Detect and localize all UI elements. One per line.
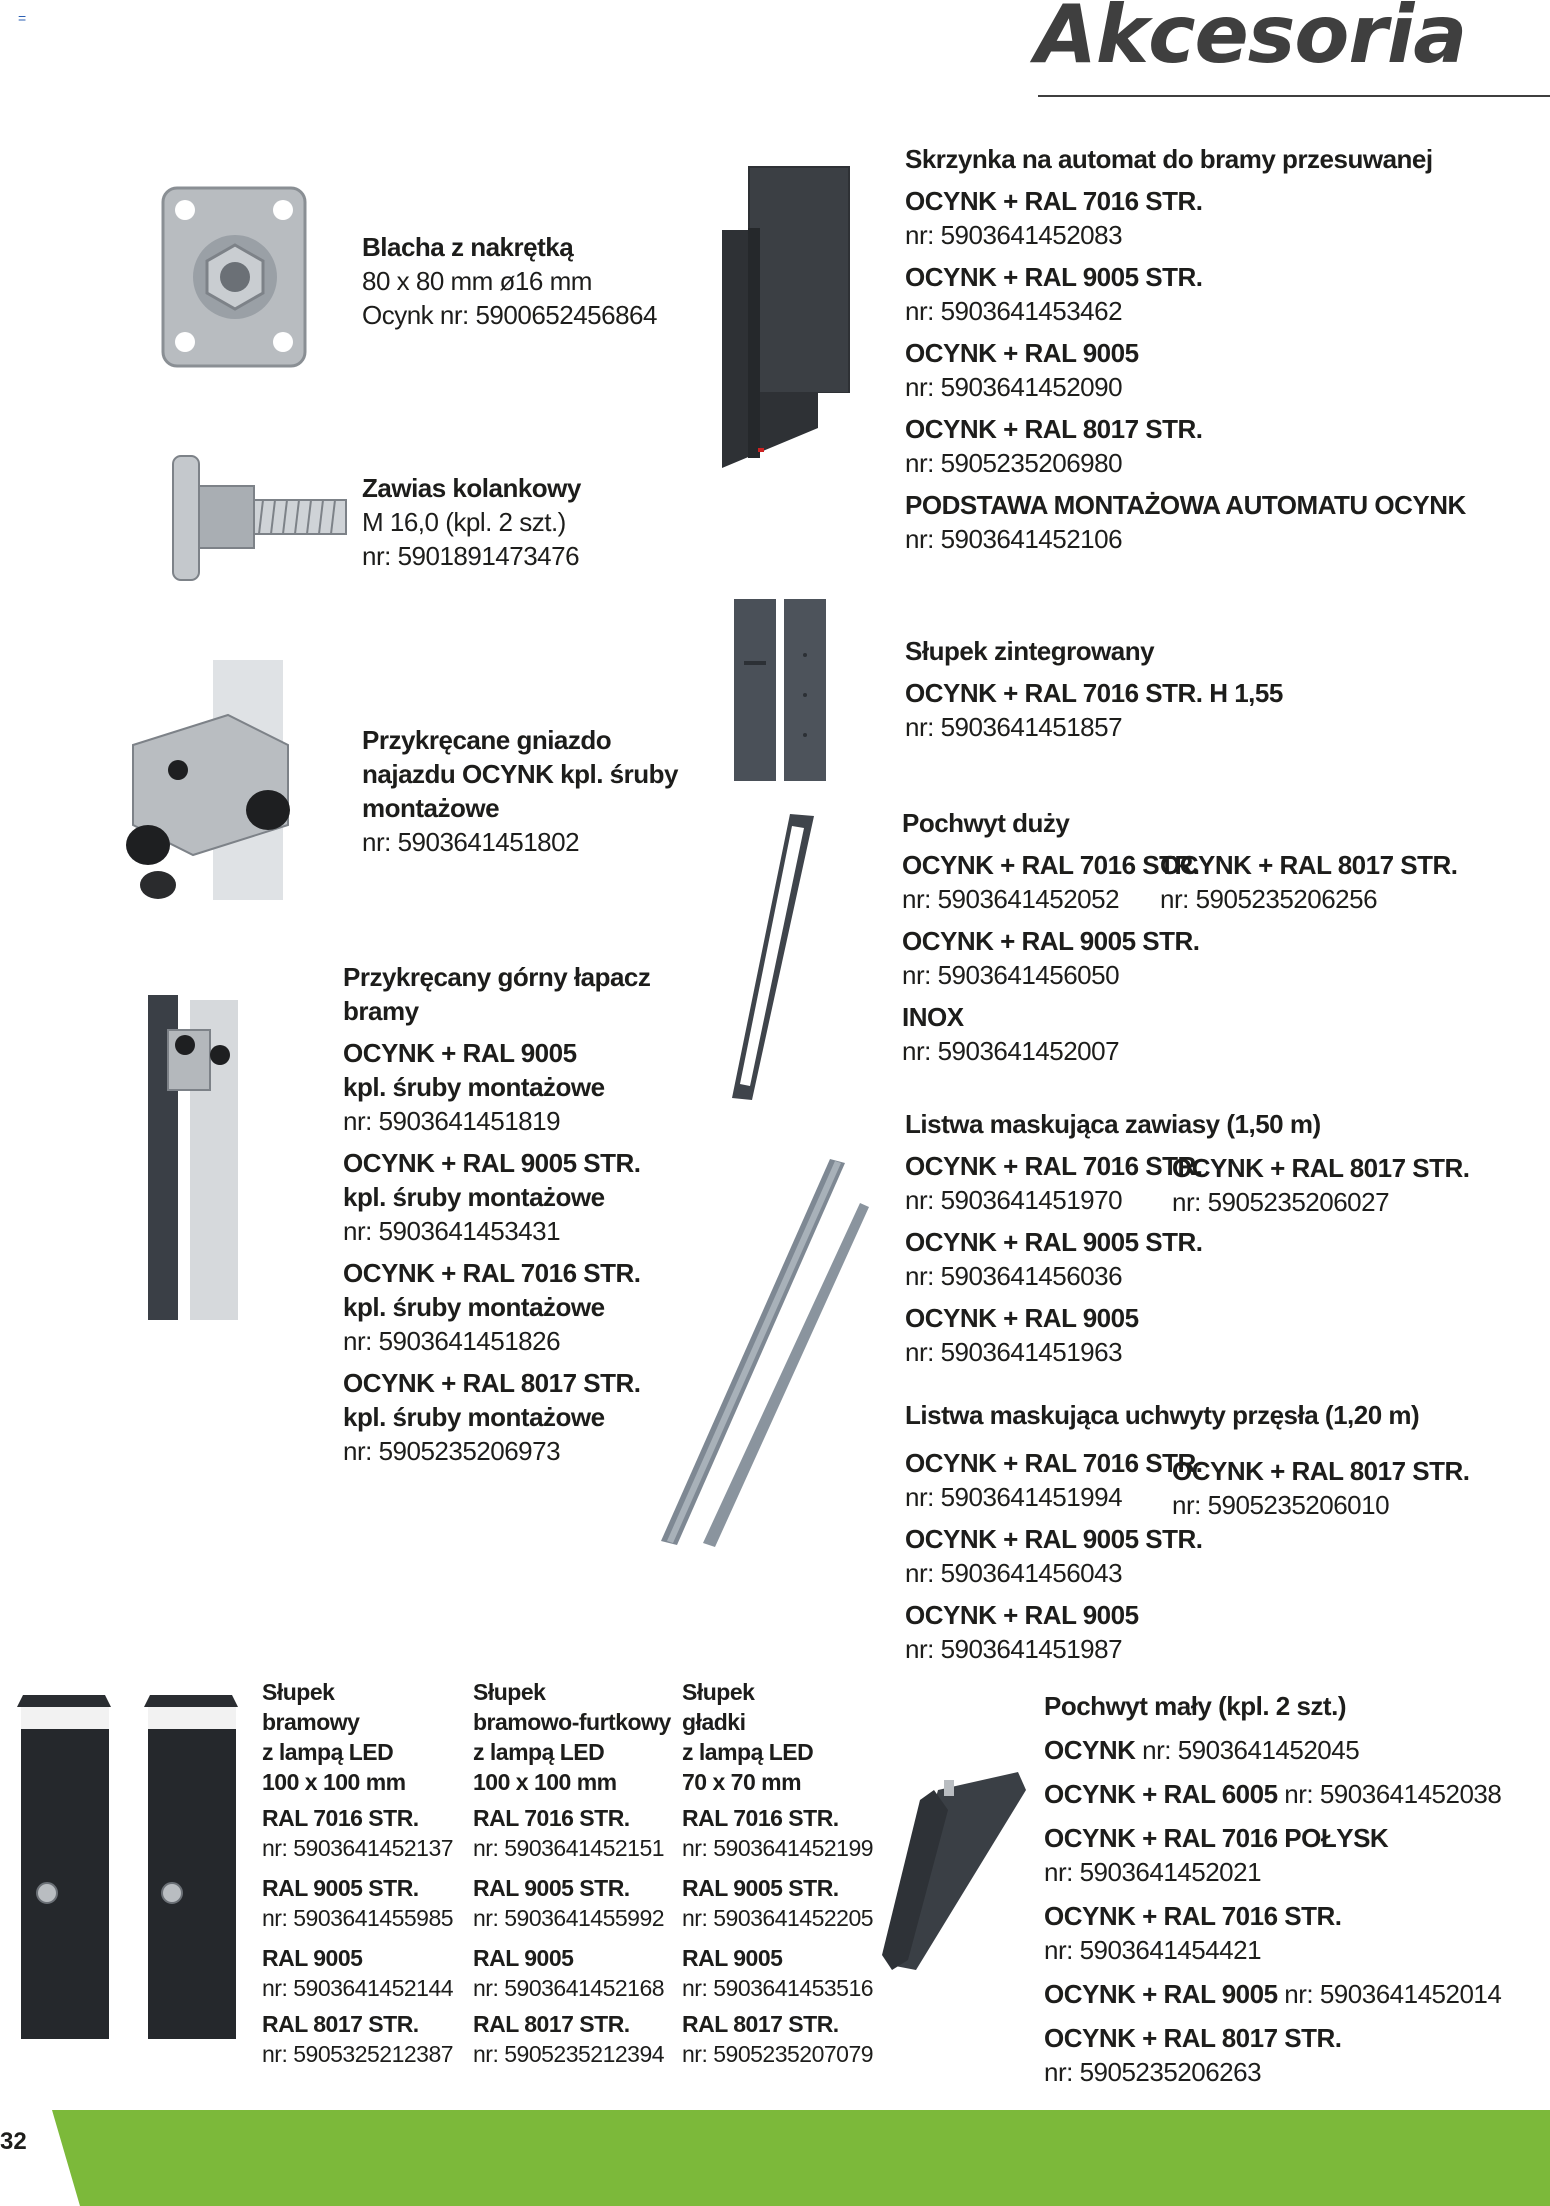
large-handle-variant-label: INOX bbox=[902, 1002, 964, 1032]
bracket-strip-variant-code: nr: 5905235206010 bbox=[1172, 1490, 1390, 1520]
led-post-image-2 bbox=[142, 1685, 242, 2045]
motor-box-variant-label: OCYNK + RAL 9005 STR. bbox=[905, 262, 1203, 292]
large-handle-variant-code: nr: 5903641452052 bbox=[902, 884, 1120, 914]
gate-catcher-variant-code: nr: 5903641451826 bbox=[343, 1326, 561, 1356]
gate-catcher-variant-sub: kpl. śruby montażowe bbox=[343, 1292, 605, 1322]
led-post-variant-code: nr: 5903641452137 bbox=[262, 1835, 454, 1861]
motor-box-variant-code: nr: 5903641452090 bbox=[905, 372, 1123, 402]
large-handle-info bbox=[902, 806, 1200, 1068]
bracket-strip-info bbox=[905, 1398, 1419, 1666]
page-title: Akcesoria bbox=[1035, 0, 1467, 81]
large-handle-variant-code: nr: 5905235206256 bbox=[1160, 884, 1378, 914]
bracket-strip-variant-code: nr: 5903641451994 bbox=[905, 1482, 1123, 1512]
led-post-variant-label: RAL 8017 STR. bbox=[262, 2011, 419, 2037]
large-handle-name: Pochwyt duży bbox=[902, 808, 1070, 838]
hinge-strip-variant-label: OCYNK + RAL 8017 STR. bbox=[1172, 1153, 1470, 1183]
upper-gate-catcher-image bbox=[140, 990, 240, 1325]
motor-box-variant-label: OCYNK + RAL 8017 STR. bbox=[905, 414, 1203, 444]
small-handle-image bbox=[868, 1770, 1028, 1980]
led-post-variant-label: RAL 8017 STR. bbox=[682, 2011, 839, 2037]
bracket-strip-variant-label: OCYNK + RAL 9005 bbox=[905, 1600, 1139, 1630]
led-post-line: gładki bbox=[682, 1709, 746, 1735]
title-rule bbox=[1038, 95, 1550, 97]
gate-catcher-variant-sub: kpl. śruby montażowe bbox=[343, 1072, 605, 1102]
small-handle-variant-label: OCYNK + RAL 7016 POŁYSK bbox=[1044, 1823, 1389, 1853]
hinge-info bbox=[362, 471, 581, 573]
led-post-line: Słupek bbox=[262, 1679, 335, 1705]
integrated-post-code: nr: 5903641451857 bbox=[905, 712, 1123, 742]
led-post-variant-label: RAL 9005 STR. bbox=[473, 1875, 630, 1901]
led-post-info-2 bbox=[473, 1677, 671, 2069]
motor-box-name: Skrzynka na automat do bramy przesuwanej bbox=[905, 144, 1433, 174]
gate-catcher-line: bramy bbox=[343, 996, 419, 1026]
gate-catcher-variant-label: OCYNK + RAL 7016 STR. bbox=[343, 1258, 641, 1288]
led-post-variant-code: nr: 5903641453516 bbox=[682, 1975, 874, 2001]
small-handle-variant-label: OCYNK + RAL 8017 STR. bbox=[1044, 2023, 1342, 2053]
hinge-strip-variant-code: nr: 5903641456036 bbox=[905, 1261, 1123, 1291]
gate-catcher-line: Przykręcany górny łapacz bbox=[343, 962, 651, 992]
motor-box-variant-label: OCYNK + RAL 7016 STR. bbox=[905, 186, 1203, 216]
motor-box-variant-label: PODSTAWA MONTAŻOWA AUTOMATU OCYNK bbox=[905, 490, 1466, 520]
led-post-variant-code: nr: 5903641452168 bbox=[473, 1975, 665, 2001]
led-post-variant-label: RAL 9005 bbox=[262, 1945, 363, 1971]
led-post-variant-code: nr: 5905235207079 bbox=[682, 2041, 874, 2067]
gate-socket-line: Przykręcane gniazdo bbox=[362, 725, 612, 755]
hinge-strip-variant-code: nr: 5903641451963 bbox=[905, 1337, 1123, 1367]
led-post-variant-code: nr: 5903641452205 bbox=[682, 1905, 874, 1931]
motor-box-variant-code: nr: 5905235206980 bbox=[905, 448, 1123, 478]
led-post-variant-label: RAL 7016 STR. bbox=[473, 1805, 630, 1831]
large-handle-variant-label: OCYNK + RAL 8017 STR. bbox=[1160, 850, 1458, 880]
small-handle-variant-label: OCYNK + RAL 6005 bbox=[1044, 1779, 1278, 1809]
led-post-info-3 bbox=[682, 1677, 873, 2069]
motor-box-variant-code: nr: 5903641452106 bbox=[905, 524, 1123, 554]
gate-catcher-variant-code: nr: 5905235206973 bbox=[343, 1436, 561, 1466]
top-marker: = bbox=[18, 10, 27, 26]
led-post-line: z lampą LED bbox=[682, 1739, 814, 1765]
led-post-line: bramowo-furtkowy bbox=[473, 1709, 671, 1735]
gate-catcher-variant-code: nr: 5903641453431 bbox=[343, 1216, 561, 1246]
small-handle-variant bbox=[1044, 1733, 1501, 1767]
gate-socket-line: montażowe bbox=[362, 793, 500, 823]
led-post-line: 70 x 70 mm bbox=[682, 1769, 802, 1795]
hinge-image bbox=[155, 448, 350, 588]
small-handle-variant-label: OCYNK + RAL 9005 bbox=[1044, 1979, 1278, 2009]
bracket-strip-variant-label: OCYNK + RAL 7016 STR. bbox=[905, 1448, 1203, 1478]
hinge-name: Zawias kolankowy bbox=[362, 473, 581, 503]
motor-box-info bbox=[905, 142, 1466, 556]
gate-catcher-variant-code: nr: 5903641451819 bbox=[343, 1106, 561, 1136]
led-post-variant-label: RAL 8017 STR. bbox=[473, 2011, 630, 2037]
plate-with-nut-size: 80 x 80 mm ø16 mm bbox=[362, 266, 592, 296]
large-handle-info-col2 bbox=[1160, 848, 1458, 916]
bracket-strip-variant-label: OCYNK + RAL 8017 STR. bbox=[1172, 1456, 1470, 1486]
hinge-strip-variant-label: OCYNK + RAL 9005 STR. bbox=[905, 1227, 1203, 1257]
led-post-variant-label: RAL 9005 bbox=[682, 1945, 783, 1971]
motor-box-variant-label: OCYNK + RAL 9005 bbox=[905, 338, 1139, 368]
led-post-line: 100 x 100 mm bbox=[473, 1769, 617, 1795]
led-post-line: 100 x 100 mm bbox=[262, 1769, 406, 1795]
gate-catcher-variant-label: OCYNK + RAL 9005 bbox=[343, 1038, 577, 1068]
large-handle-variant-label: OCYNK + RAL 7016 STR. bbox=[902, 850, 1200, 880]
large-handle-variant-code: nr: 5903641456050 bbox=[902, 960, 1120, 990]
motor-box-variant-code: nr: 5903641453462 bbox=[905, 296, 1123, 326]
led-post-line: Słupek bbox=[473, 1679, 546, 1705]
led-post-info-1 bbox=[262, 1677, 453, 2069]
gate-catcher-info bbox=[343, 960, 650, 1468]
small-handle-variant-code: nr: 5903641452045 bbox=[1135, 1735, 1360, 1765]
gate-catcher-variant-label: OCYNK + RAL 9005 STR. bbox=[343, 1148, 641, 1178]
led-post-variant-label: RAL 7016 STR. bbox=[262, 1805, 419, 1831]
led-post-line: bramowy bbox=[262, 1709, 360, 1735]
gate-catcher-variant-label: OCYNK + RAL 8017 STR. bbox=[343, 1368, 641, 1398]
small-handle-variant-code: nr: 5903641452038 bbox=[1277, 1779, 1502, 1809]
led-post-variant-label: RAL 9005 STR. bbox=[682, 1875, 839, 1901]
led-post-variant-label: RAL 9005 bbox=[473, 1945, 574, 1971]
led-post-line: z lampą LED bbox=[473, 1739, 605, 1765]
led-post-variant-code: nr: 5903641452199 bbox=[682, 1835, 874, 1861]
large-handle-variant-label: OCYNK + RAL 9005 STR. bbox=[902, 926, 1200, 956]
small-handle-variant-label: OCYNK bbox=[1044, 1735, 1136, 1765]
integrated-post-label: OCYNK + RAL 7016 STR. H 1,55 bbox=[905, 678, 1283, 708]
bracket-strip-variant-label: OCYNK + RAL 9005 STR. bbox=[905, 1524, 1203, 1554]
large-handle-variant-code: nr: 5903641452007 bbox=[902, 1036, 1120, 1066]
gate-socket-line: najazdu OCYNK kpl. śruby bbox=[362, 759, 678, 789]
gate-catcher-variant-sub: kpl. śruby montażowe bbox=[343, 1402, 605, 1432]
gate-stop-socket-image bbox=[118, 655, 298, 905]
footer-band bbox=[0, 2110, 1550, 2206]
motor-box-variant-code: nr: 5903641452083 bbox=[905, 220, 1123, 250]
hinge-strip-variant-label: OCYNK + RAL 9005 bbox=[905, 1303, 1139, 1333]
gate-socket-code: nr: 5903641451802 bbox=[362, 827, 580, 857]
hinge-strip-variant-label: OCYNK + RAL 7016 STR. bbox=[905, 1151, 1203, 1181]
led-post-variant-code: nr: 5905235212394 bbox=[473, 2041, 665, 2067]
small-handle-variant-label: OCYNK + RAL 7016 STR. bbox=[1044, 1901, 1342, 1931]
led-post-variant-label: RAL 9005 STR. bbox=[262, 1875, 419, 1901]
hinge-strip-variant-code: nr: 5903641451970 bbox=[905, 1185, 1123, 1215]
plate-with-nut-name: Blacha z nakrętką bbox=[362, 232, 574, 262]
page-number: 32 bbox=[0, 2128, 27, 2155]
gate-socket-info bbox=[362, 723, 678, 859]
plate-with-nut-code: Ocynk nr: 5900652456864 bbox=[362, 300, 657, 330]
hinge-size: M 16,0 (kpl. 2 szt.) bbox=[362, 507, 566, 537]
led-post-variant-code: nr: 5903641452144 bbox=[262, 1975, 454, 2001]
hinge-strip-variant-code: nr: 5905235206027 bbox=[1172, 1187, 1390, 1217]
small-handle-info bbox=[1044, 1689, 1501, 2089]
hinge-strip-name: Listwa maskująca zawiasy (1,50 m) bbox=[905, 1109, 1321, 1139]
bracket-strip-name: Listwa maskująca uchwyty przęsła (1,20 m) bbox=[905, 1400, 1420, 1430]
plate-with-nut-image bbox=[155, 180, 310, 370]
led-post-variant-code: nr: 5903641452151 bbox=[473, 1835, 665, 1861]
integrated-post-image bbox=[730, 595, 835, 785]
hinge-code: nr: 5901891473476 bbox=[362, 541, 580, 571]
led-post-image-1 bbox=[15, 1685, 115, 2045]
led-post-line: z lampą LED bbox=[262, 1739, 394, 1765]
bracket-strip-variant-code: nr: 5903641456043 bbox=[905, 1558, 1123, 1588]
integrated-post-info bbox=[905, 634, 1283, 744]
led-post-line: Słupek bbox=[682, 1679, 755, 1705]
masking-strips-image bbox=[655, 1155, 870, 1555]
integrated-post-name: Słupek zintegrowany bbox=[905, 636, 1155, 666]
small-handle-variant bbox=[1044, 1977, 1501, 2011]
gate-motor-box-image bbox=[700, 158, 855, 478]
small-handle-variant-code: nr: 5903641452014 bbox=[1277, 1979, 1502, 2009]
gate-catcher-variant-sub: kpl. śruby montażowe bbox=[343, 1182, 605, 1212]
led-post-variant-label: RAL 7016 STR. bbox=[682, 1805, 839, 1831]
small-handle-variant-code: nr: 5905235206263 bbox=[1044, 2057, 1262, 2087]
small-handle-variant-code: nr: 5903641454421 bbox=[1044, 1935, 1262, 1965]
led-post-variant-code: nr: 5905325212387 bbox=[262, 2041, 454, 2067]
small-handle-variant bbox=[1044, 1777, 1501, 1811]
large-handle-image bbox=[728, 810, 823, 1105]
small-handle-variant-code: nr: 5903641452021 bbox=[1044, 1857, 1262, 1887]
led-post-variant-code: nr: 5903641455985 bbox=[262, 1905, 454, 1931]
hinge-strip-info bbox=[905, 1107, 1321, 1369]
led-post-variant-code: nr: 5903641455992 bbox=[473, 1905, 665, 1931]
plate-with-nut-info bbox=[362, 230, 657, 332]
bracket-strip-info-col2 bbox=[1172, 1454, 1470, 1522]
bracket-strip-variant-code: nr: 5903641451987 bbox=[905, 1634, 1123, 1664]
small-handle-name: Pochwyt mały (kpl. 2 szt.) bbox=[1044, 1691, 1346, 1721]
hinge-strip-info-col2 bbox=[1172, 1151, 1470, 1219]
